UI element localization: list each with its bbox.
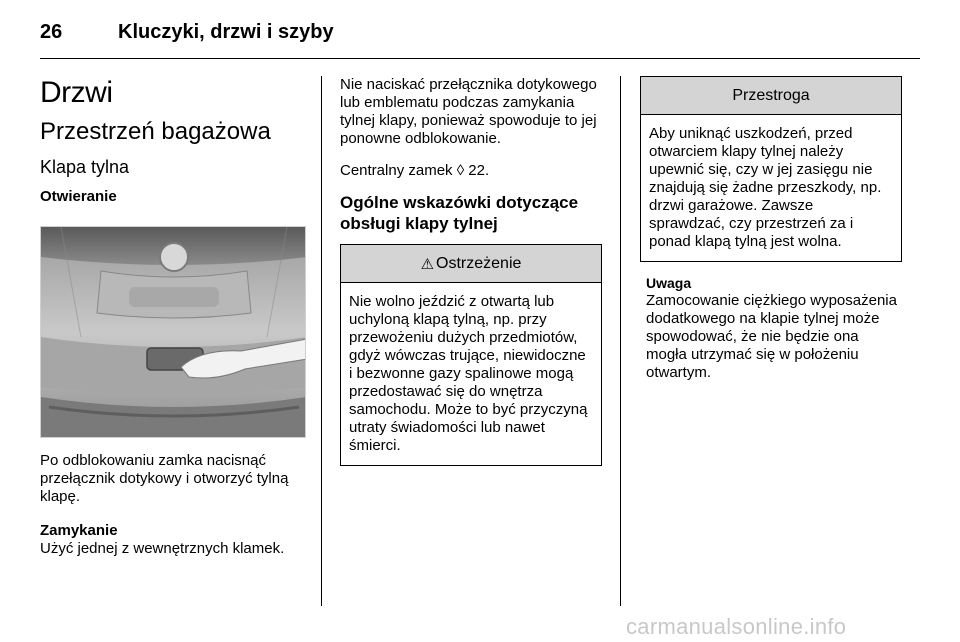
chapter-title: Kluczyki, drzwi i szyby <box>118 20 334 43</box>
topic-title: Klapa tylna <box>40 157 130 177</box>
warning-text: Nie wolno jeździć z otwartą lub uchyloną klapą tylną, np. przy przewożeniu dużych przedmiotów, gdyż wówczas trujące, niewidoczne i bezwonne gazy spalinowe mogą przedostawać się do wnętrza samochodu. Może to być przyczyną utraty świadomości lub nawet śmierci. <box>349 293 588 454</box>
caution-text: Aby uniknąć uszkodzeń, przed otwarciem klapy tylnej należy upewnić się, czy w jej zasięgu nie znajdują się żadne przeszkody, np. drzwi garażowe. Zawsze sprawdzać, czy przestrzeń za i ponad klapą tylną jest wolna. <box>649 125 882 250</box>
warning-title-bar <box>341 245 601 283</box>
column-divider-1 <box>321 76 322 606</box>
opening-heading: Otwieranie <box>40 188 117 205</box>
closing-heading: Zamykanie <box>40 522 118 539</box>
warning-box <box>340 244 602 466</box>
closing-instructions: Użyć jednej z wewnętrznych klamek. <box>40 540 285 557</box>
photo-illustration <box>41 227 306 438</box>
caution-title: Przestroga <box>641 77 901 115</box>
watermark-text: carmanualsonline.info <box>626 614 847 639</box>
caution-box <box>640 76 902 262</box>
central-lock-reference: Centralny zamek ◊ 22. <box>340 162 490 179</box>
opening-instructions: Po odblokowaniu zamka nacisnąć przełącznik dotykowy i otworzyć tylną klapę. <box>40 452 289 505</box>
column-2 <box>340 76 602 466</box>
subsection-title: Przestrzeń bagażowa <box>40 118 271 145</box>
header-rule <box>40 58 920 59</box>
warning-triangle-icon: ⚠ <box>420 255 435 273</box>
column-3 <box>640 76 902 382</box>
page-header <box>40 14 920 50</box>
touch-switch-note: Nie naciskać przełącznika dotykowego lub emblematu podczas zamykania tylnej klapy, ponieważ spowoduje to jej ponowne odblokowanie. <box>340 76 597 147</box>
page-number: 26 <box>40 20 63 43</box>
column-1 <box>40 76 306 558</box>
general-notes-heading: Ogólne wskazówki dotyczące obsługi klapy tylnej <box>340 193 579 233</box>
section-title: Drzwi <box>40 76 113 109</box>
tailgate-handle-photo <box>40 226 306 438</box>
note-text: Zamocowanie ciężkiego wyposażenia dodatkowego na klapie tylnej może spowodować, że nie będzie ona mogła utrzymać się w położeniu otwartym. <box>646 292 897 381</box>
note-heading: Uwaga <box>646 275 692 291</box>
column-divider-2 <box>620 76 621 606</box>
warning-title: Ostrzeżenie <box>436 254 522 272</box>
